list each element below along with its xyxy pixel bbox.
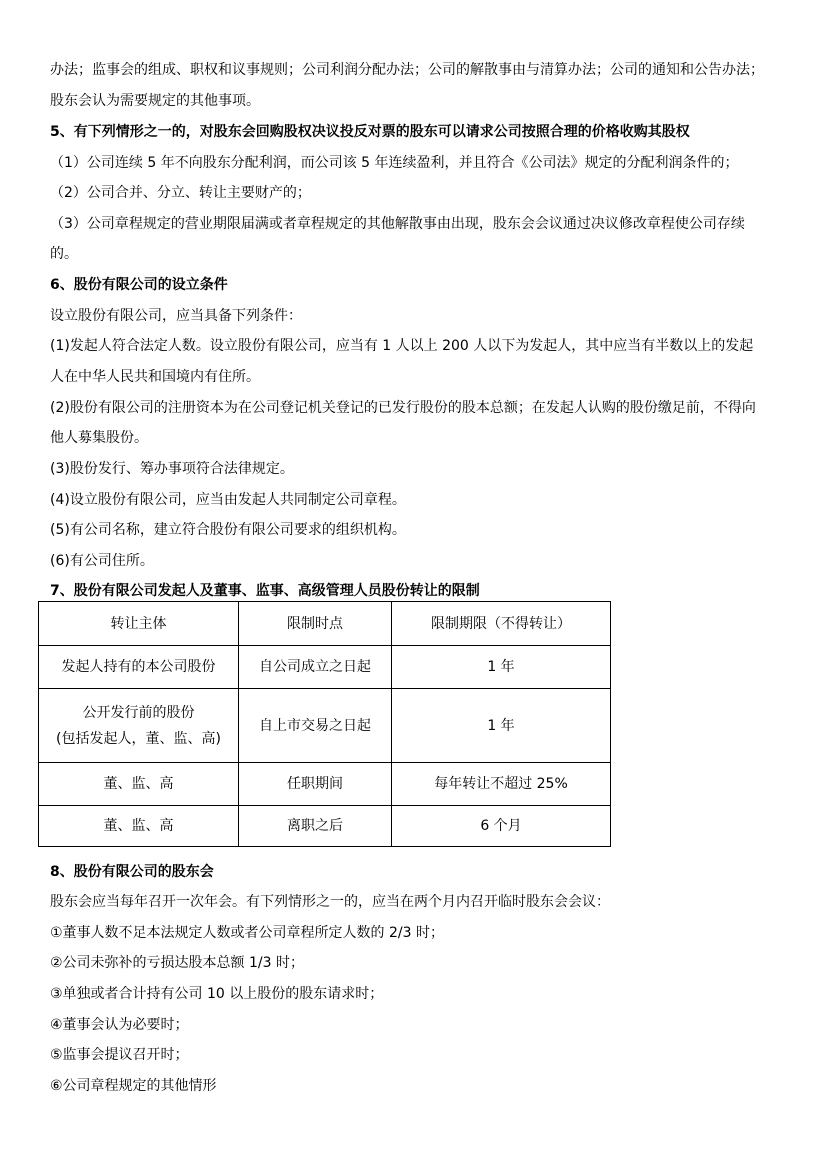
text-line: （1）公司连续 5 年不向股东分配利润，而公司该 5 年连续盈利，并且符合《公司法》规定的分配利润条件的； <box>50 155 739 171</box>
list-item: ④董事会认为必要时； <box>50 1017 189 1033</box>
text-line: (1)发起人符合法定人数。设立股份有限公司，应当有 1 人以上 200 人以下为发起人，其中应当有半数以上的发起 <box>50 338 754 354</box>
table-cell: 自公司成立之日起 <box>239 646 392 689</box>
text-line: （2）公司合并、分立、转让主要财产的； <box>50 185 311 201</box>
table-cell: 1 年 <box>392 689 611 763</box>
text-line: (2)股份有限公司的注册资本为在公司登记机关登记的已发行股份的股本总额；在发起人认购的股份缴足前，不得向 <box>50 400 756 416</box>
table-cell <box>39 689 239 763</box>
text-line: 股东会应当每年召开一次年会。有下列情形之一的，应当在两个月内召开临时股东会会议： <box>50 894 610 910</box>
table-row <box>39 806 611 847</box>
text-line: （3）公司章程规定的营业期限届满或者章程规定的其他解散事由出现，股东会会议通过决议修改章程使公司存续 <box>50 216 745 232</box>
section-heading-7: 7、股份有限公司发起人及董事、监事、高级管理人员股份转让的限制 <box>50 583 480 599</box>
text-line: 办法；监事会的组成、职权和议事规则；公司利润分配办法；公司的解散事由与清算办法；公司的通知和公告办法； <box>50 62 764 78</box>
text-line: (5)有公司名称，建立符合股份有限公司要求的组织机构。 <box>50 522 406 538</box>
table-cell: 每年转让不超过 25% <box>392 763 611 806</box>
list-item: ⑥公司章程规定的其他情形 <box>50 1078 217 1094</box>
table-row <box>39 689 611 763</box>
table-cell-line: (包括发起人，董、监、高) <box>56 730 221 747</box>
table-header-row <box>39 602 611 646</box>
table-cell: 任职期间 <box>239 763 392 806</box>
list-item: ⑤监事会提议召开时； <box>50 1047 189 1063</box>
table-header-cell: 转让主体 <box>39 602 239 646</box>
section-heading-8: 8、股份有限公司的股东会 <box>50 864 214 880</box>
table-cell: 发起人持有的本公司股份 <box>39 646 239 689</box>
text-line: 设立股份有限公司，应当具备下列条件： <box>50 308 302 324</box>
table-cell: 董、监、高 <box>39 806 239 847</box>
table-cell: 董、监、高 <box>39 763 239 806</box>
text-line: 人在中华人民共和国境内有住所。 <box>50 369 260 385</box>
text-line: 他人募集股份。 <box>50 430 148 446</box>
table-cell: 自上市交易之日起 <box>239 689 392 763</box>
table-header-cell: 限制时点 <box>239 602 392 646</box>
text-line: 股东会认为需要规定的其他事项。 <box>50 93 260 109</box>
table-cell-line: 公开发行前的股份 <box>82 704 195 721</box>
text-line: (6)有公司住所。 <box>50 553 154 569</box>
list-item: ③单独或者合计持有公司 10 以上股份的股东请求时； <box>50 986 384 1002</box>
text-line: (3)股份发行、筹办事项符合法律规定。 <box>50 461 294 477</box>
text-line: (4)设立股份有限公司，应当由发起人共同制定公司章程。 <box>50 492 406 508</box>
table-row <box>39 763 611 806</box>
table-cell: 离职之后 <box>239 806 392 847</box>
list-item: ①董事人数不足本法规定人数或者公司章程所定人数的 2/3 时； <box>50 925 444 941</box>
text-line: 的。 <box>50 246 78 262</box>
section-heading-5: 5、有下列情形之一的，对股东会回购股权决议投反对票的股东可以请求公司按照合理的价格收购其股权 <box>50 124 690 140</box>
table-header-cell: 限制期限（不得转让） <box>392 602 611 646</box>
share-transfer-limits-table <box>38 601 611 847</box>
table-cell: 6 个月 <box>392 806 611 847</box>
table-row <box>39 646 611 689</box>
table-cell: 1 年 <box>392 646 611 689</box>
list-item: ②公司未弥补的亏损达股本总额 1/3 时； <box>50 955 304 971</box>
section-heading-6: 6、股份有限公司的设立条件 <box>50 277 228 293</box>
